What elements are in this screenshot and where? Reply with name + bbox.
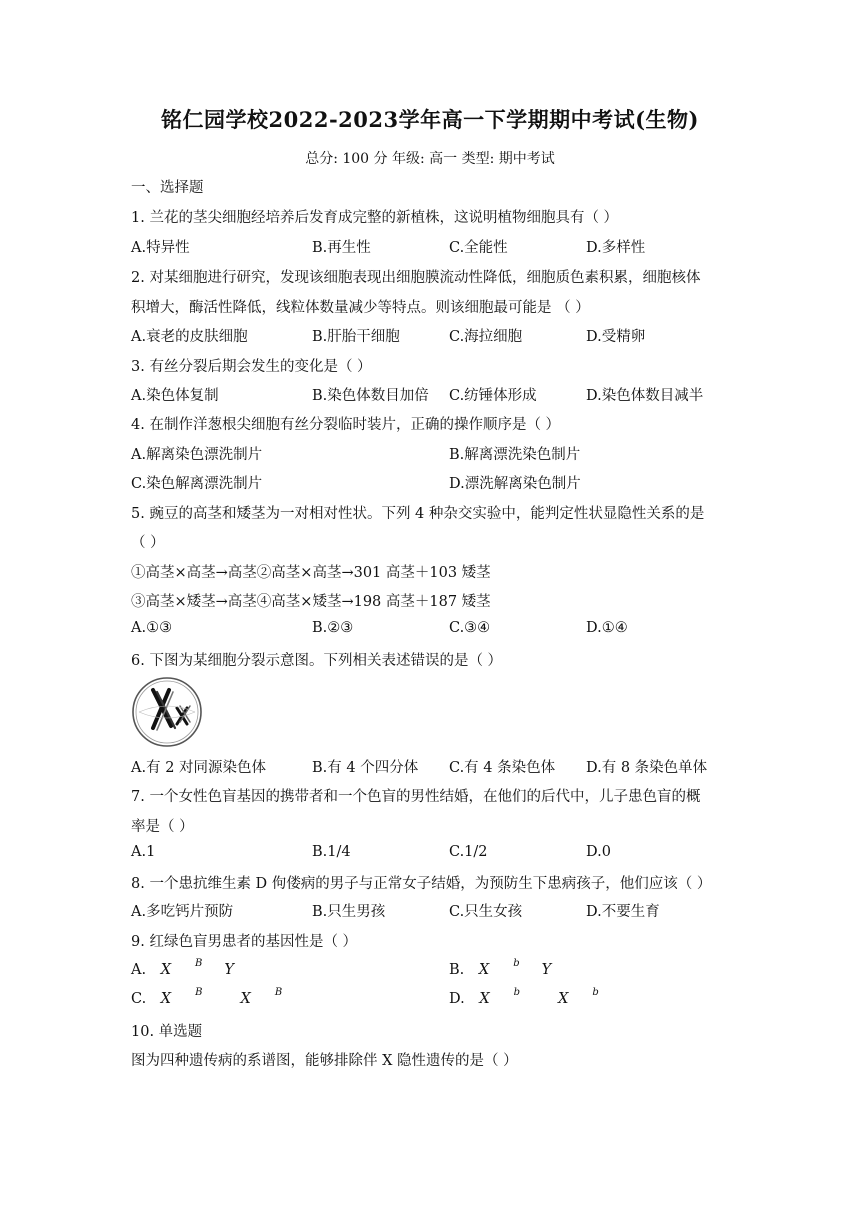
q9-option-a-y: Y	[224, 962, 234, 978]
q7-option-d: D.0	[586, 844, 611, 860]
q8-option-b: B.只生男孩	[312, 904, 386, 920]
q5-option-a: A.①③	[131, 620, 173, 636]
question-7-stem-line2: 率是（ ）	[131, 819, 194, 835]
q9-option-b-sup: b	[513, 958, 520, 969]
q3-option-d: D.染色体数目减半	[586, 388, 704, 404]
question-5-cross-line2: ③高茎×矮茎→高茎④高茎×矮茎→198 高茎＋187 矮茎	[131, 594, 491, 610]
q9-option-b-x: X	[478, 962, 490, 978]
question-1-stem: 1. 兰花的茎尖细胞经培养后发育成完整的新植株，这说明植物细胞具有（ ）	[131, 210, 619, 226]
q6-option-d: D.有 8 条染色单体	[586, 760, 708, 776]
q9-option-b-y: Y	[541, 962, 552, 978]
q6-option-b: B.有 4 个四分体	[312, 760, 419, 776]
q7-option-a: A.1	[131, 844, 156, 860]
question-4-stem: 4. 在制作洋葱根尖细胞有丝分裂临时装片，正确的操作顺序是（ ）	[131, 417, 561, 433]
q5-option-c: C.③④	[449, 620, 491, 636]
q7-option-c: C.1/2	[449, 844, 488, 860]
q6-option-a: A.有 2 对同源染色体	[131, 760, 267, 776]
question-2-stem-line2: 积增大，酶活性降低，线粒体数量减少等特点。则该细胞最可能是 （ ）	[131, 300, 590, 316]
q9-option-d	[449, 987, 599, 1007]
q9-option-d-sup1: b	[513, 987, 521, 998]
question-6-stem: 6. 下图为某细胞分裂示意图。下列相关表述错误的是（ ）	[131, 653, 503, 669]
question-8-stem: 8. 一个患抗维生素 D 佝偻病的男子与正常女子结婚，为预防生下患病孩子，他们应该（ ）	[131, 876, 712, 892]
question-10-label: 10. 单选题	[131, 1024, 203, 1040]
q3-option-b: B.染色体数目加倍	[312, 388, 429, 404]
q4-option-c: C.染色解离漂洗制片	[131, 476, 263, 492]
q5-option-d: D.①④	[586, 620, 628, 636]
q7-option-b: B.1/4	[312, 844, 351, 860]
q8-option-c: C.只生女孩	[449, 904, 523, 920]
q2-option-b: B.肝胎干细胞	[312, 329, 400, 345]
q1-option-d: D.多样性	[586, 240, 646, 256]
q4-option-a: A.解离染色漂洗制片	[131, 447, 263, 463]
q2-option-a: A.衰老的皮肤细胞	[131, 329, 248, 345]
q9-option-b	[449, 958, 552, 978]
q9-option-a-prefix: A.	[131, 962, 147, 978]
q9-option-d-prefix: D.	[449, 991, 465, 1007]
q9-option-c-x1: X	[160, 991, 172, 1007]
q3-option-c: C.纺锤体形成	[449, 388, 537, 404]
q9-option-d-x1: X	[479, 991, 490, 1007]
q4-option-b: B.解离漂洗染色制片	[449, 447, 581, 463]
q8-option-d: D.不要生育	[586, 904, 660, 920]
question-9-stem: 9. 红绿色盲男患者的基因性是（ ）	[131, 934, 358, 950]
q9-option-c-x2: X	[240, 991, 251, 1007]
exam-meta: 总分: 100 分 年级: 高一 类型: 期中考试	[305, 151, 555, 167]
question-5-stem-line1: 5. 豌豆的高茎和矮茎为一对相对性状。下列 4 种杂交实验中，能判定性状显隐性关系的是	[131, 506, 705, 522]
question-5-stem-line2: （ ）	[131, 535, 165, 551]
q6-option-c: C.有 4 条染色体	[449, 760, 556, 776]
q2-option-d: D.受精卵	[586, 329, 646, 345]
q9-option-a-x: X	[160, 962, 172, 978]
q8-option-a: A.多吃钙片预防	[131, 904, 234, 920]
q9-option-c-sup1: B	[195, 987, 203, 998]
q9-option-d-x2: X	[558, 991, 569, 1007]
q9-option-a-sup: B	[195, 958, 203, 969]
q9-option-c	[131, 987, 283, 1007]
q5-option-b: B.②③	[312, 620, 354, 636]
q9-option-a	[131, 958, 234, 978]
cell-division-figure	[131, 676, 203, 748]
section-heading: 一、选择题	[131, 180, 204, 196]
question-7-stem-line1: 7. 一个女性色盲基因的携带者和一个色盲的男性结婚，在他们的后代中，儿子患色盲的概	[131, 789, 701, 805]
q2-option-c: C.海拉细胞	[449, 329, 523, 345]
q1-option-b: B.再生性	[312, 240, 371, 256]
page-title: 铭仁园学校2022-2023学年高一下学期期中考试(生物)	[161, 107, 699, 132]
q1-option-c: C.全能性	[449, 240, 508, 256]
q9-option-d-sup2: b	[592, 987, 599, 998]
q1-option-a: A.特异性	[131, 240, 190, 256]
q4-option-d: D.漂洗解离染色制片	[449, 476, 581, 492]
q3-option-a: A.染色体复制	[131, 388, 219, 404]
question-3-stem: 3. 有丝分裂后期会发生的变化是（ ）	[131, 359, 372, 375]
question-10-stem: 图为四种遗传病的系谱图，能够排除伴 X 隐性遗传的是（ ）	[131, 1053, 518, 1069]
q9-option-b-prefix: B.	[449, 962, 465, 978]
q9-option-c-prefix: C.	[131, 991, 147, 1007]
question-2-stem-line1: 2. 对某细胞进行研究，发现该细胞表现出细胞膜流动性降低，细胞质色素积累，细胞核体	[131, 270, 701, 286]
question-5-cross-line1: ①高茎×高茎→高茎②高茎×高茎→301 高茎＋103 矮茎	[131, 565, 491, 581]
q9-option-c-sup2: B	[274, 987, 283, 998]
